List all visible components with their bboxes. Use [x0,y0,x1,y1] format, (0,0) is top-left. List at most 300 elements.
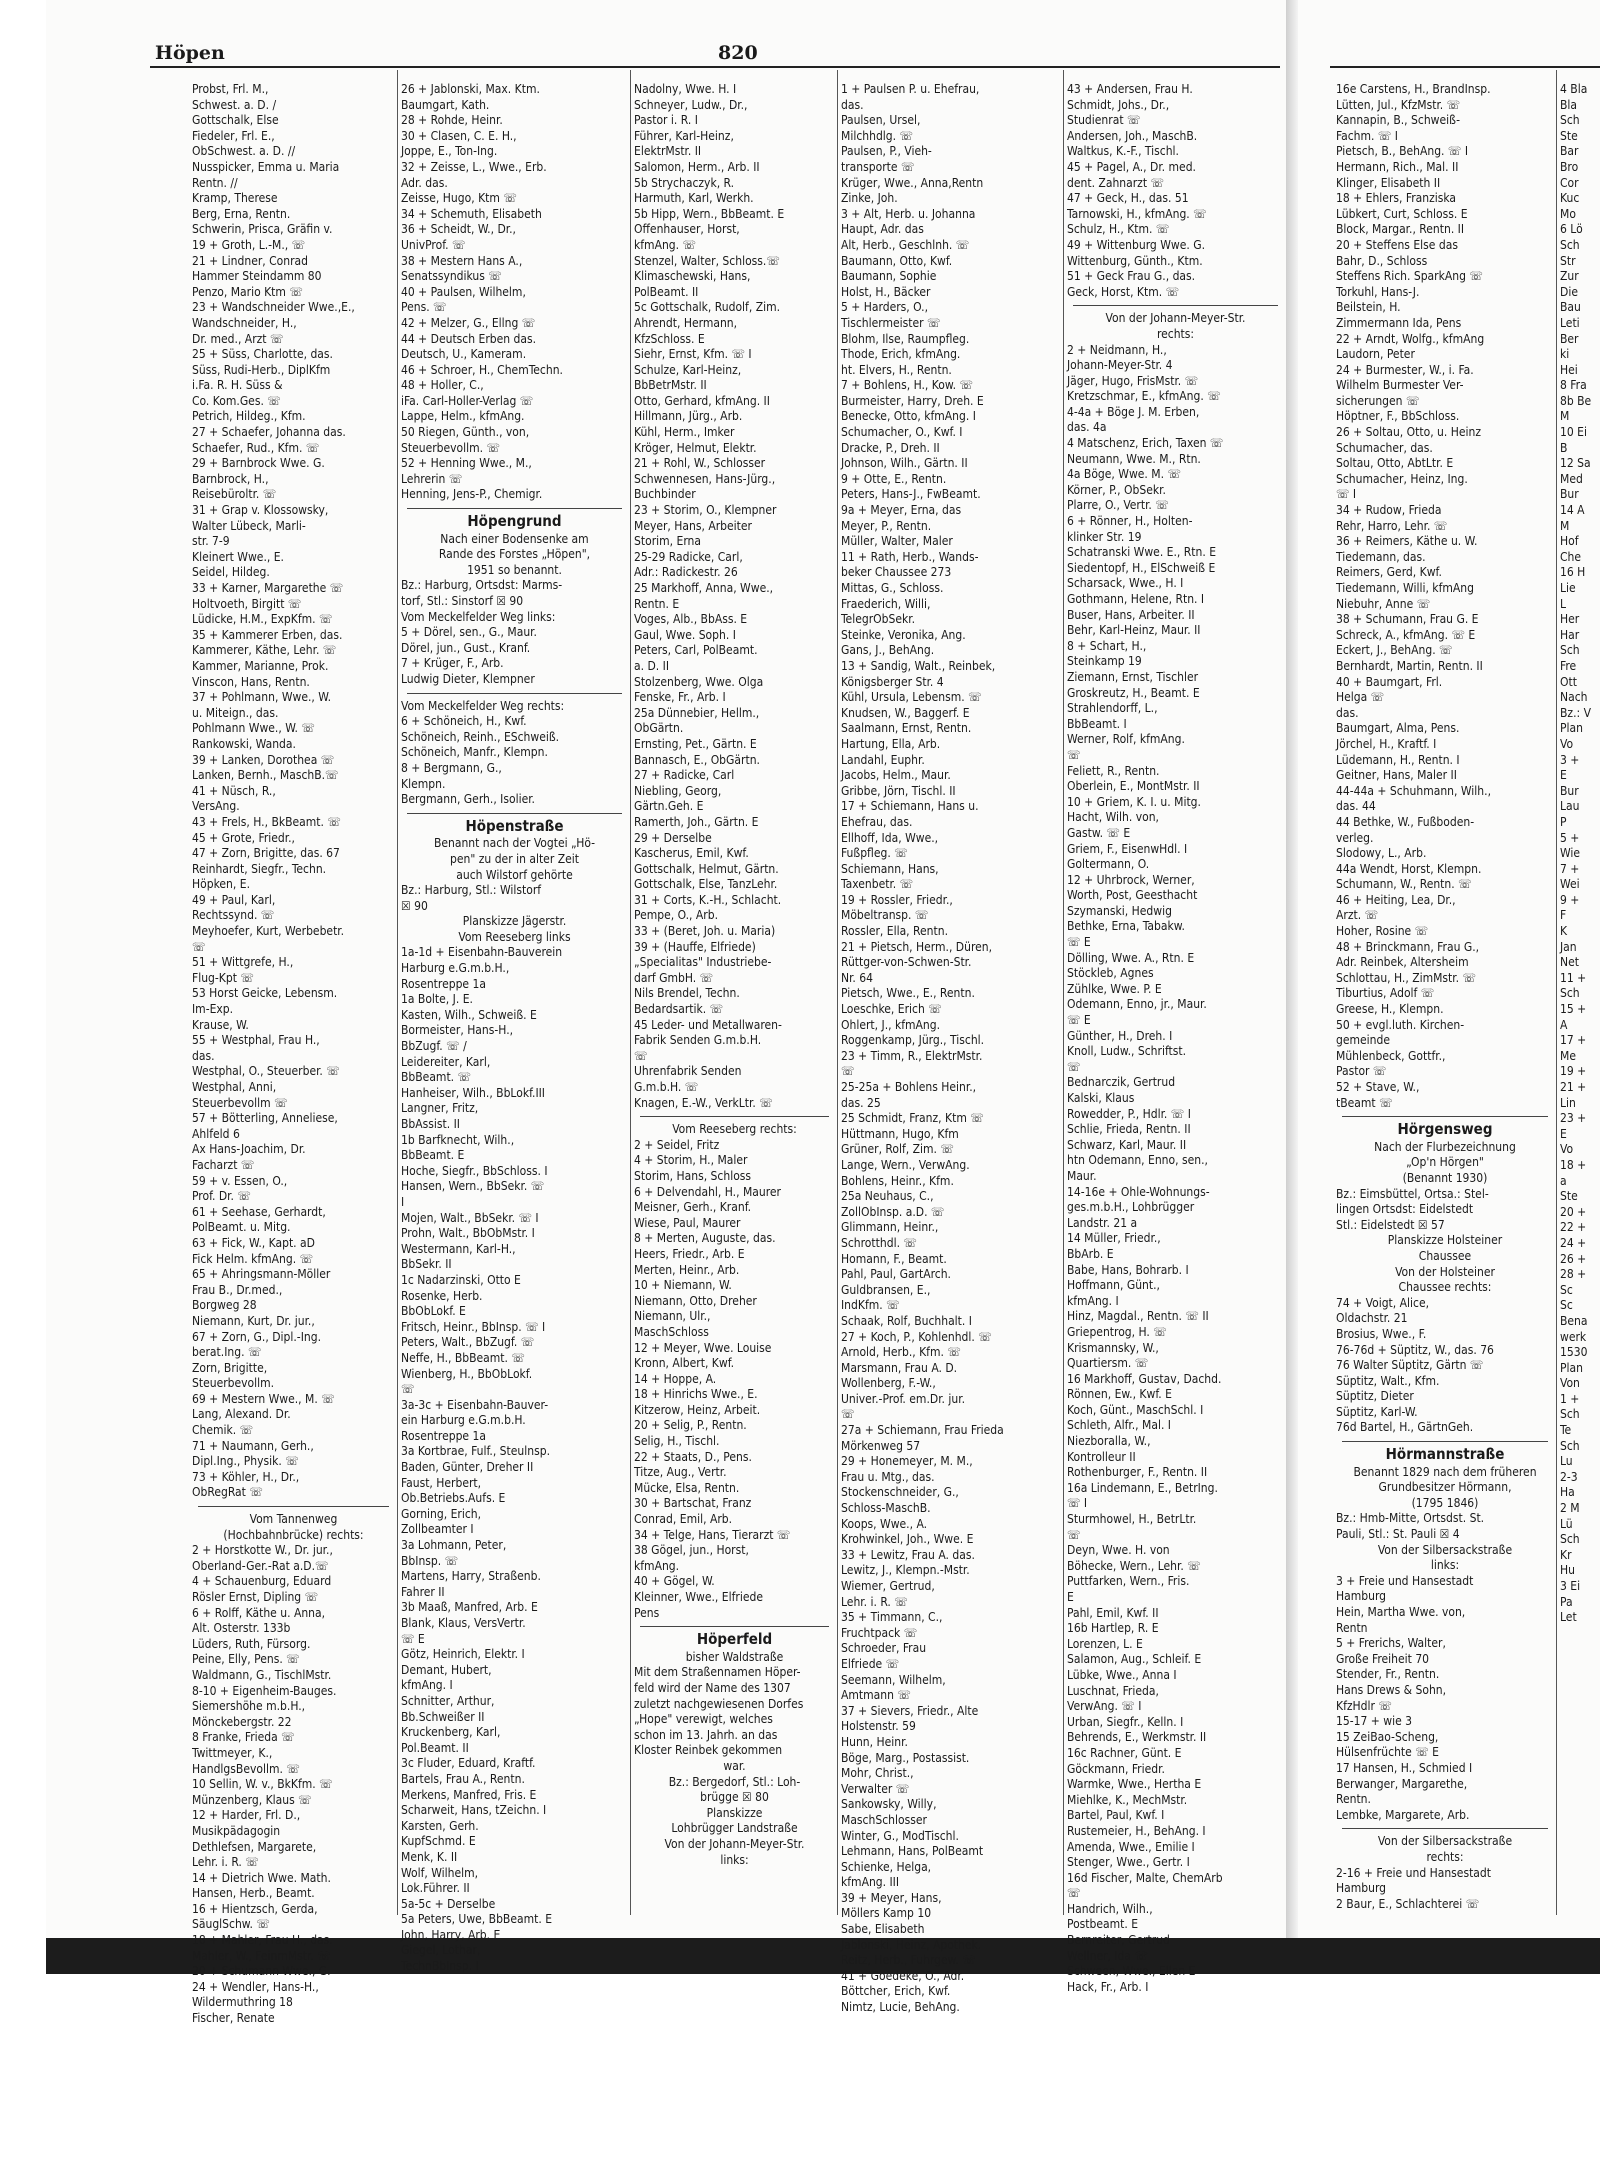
directory-entry: VerwAng. ☏ I [1067,1699,1142,1714]
directory-entry: Berg, Erna, Rentn. [192,206,291,221]
directory-entry: 3a Kortbrae, Fulf., Steulnsp. [401,1444,550,1459]
directory-entry: Hack, Fr., Arb. I [1067,1979,1149,1994]
directory-entry: Götz, Heinrich, Elektr. I [401,1647,525,1662]
directory-entry: 33 + (Beret, Joh. u. Maria) [634,924,776,939]
directory-entry: Bz.: Eimsbüttel, Ortsa.: Stel- [1336,1186,1489,1201]
directory-entry: Zollbeamter I [401,1522,474,1537]
directory-entry: 5a Peters, Uwe, BbBeamt. E [401,1912,553,1927]
directory-entry: ☏ I [1067,1496,1088,1511]
directory-entry: Lüdicke, H.M., ExpKfm. ☏ [192,612,333,627]
directory-entry: Arnold, Herb., Kfm. ☏ [841,1345,961,1360]
directory-entry: Pastor i. R. I [634,113,698,128]
directory-entry: Rossler, Ella, Rentn. [841,924,948,939]
directory-entry: Glimmann, Heinr., [841,1220,939,1235]
directory-entry: 7 + Krüger, F., Arb. [401,656,504,671]
directory-entry: Kannapin, B., Schweiß- [1336,113,1461,128]
directory-entry: ☏ [1067,1527,1081,1542]
directory-entry: 15 + [1560,1002,1587,1017]
directory-entry: Lange, Wern., VerwAng. [841,1157,970,1172]
directory-entry: 9 + Otte, E., Rentn. [841,471,947,486]
street-note: Bz.: Bergedorf, Stl.: Loh- [668,1774,801,1789]
directory-entry: ☏ I [1336,487,1357,502]
directory-entry: Vinscon, Hans, Rentn. [192,674,310,689]
directory-entry: Prof. Dr. ☏ [192,1189,251,1204]
directory-entry: 4 + Schauenburg, Eduard [192,1574,332,1589]
directory-entry: Hüttmann, Hugo, Kfm [841,1126,959,1141]
directory-entry: Bar [1560,144,1579,159]
directory-entry: Bz.: Hmb-Mitte, Ortsdst. St. [1336,1511,1485,1526]
directory-entry: Gastw. ☏ E [1067,825,1131,840]
directory-entry: KupfSchmd. E [401,1834,476,1849]
directory-entry: Baumgart, Kath. [401,97,490,112]
directory-entry: UnivProf. ☏ [401,237,466,252]
directory-entry: SäuglSchw. ☏ [192,1917,270,1932]
directory-entry: Urban, Siegfr., Kelln. I [1067,1714,1184,1729]
directory-entry: Rowedder, P., Hdlr. ☏ I [1067,1106,1191,1121]
directory-entry: Niemann, Kurt, Dr. jur., [192,1313,315,1328]
directory-entry: Paulsen, P., Vieh- [841,144,932,159]
directory-entry: 32 + Zeisse, L., Wwe., Erb. [401,159,547,174]
directory-entry: Rüttger-von-Schwen-Str. [841,955,972,970]
directory-entry: kfmAng. ☏ [634,237,697,252]
directory-entry: Schleth, Alfr., Mal. I [1067,1418,1171,1433]
directory-entry: Schrotthdl. ☏ [841,1235,917,1250]
directory-entry: Nils Brendel, Techn. [634,986,740,1001]
directory-entry: Möbeltransp. ☏ [841,908,929,923]
directory-entry: Strahlendorff, L., [1067,701,1158,716]
directory-entry: 1a-1d + Eisenbahn-Bauverein [401,945,563,960]
directory-entry: Reimers, Gerd, Kwf. [1336,565,1442,580]
directory-entry: Greese, H., Klempn. [1336,1002,1444,1017]
directory-entry: Meyer, P., Rentn. [841,518,932,533]
directory-entry: schon im 13. Jahrh. an das [634,1727,778,1742]
directory-entry: Lin [1560,1095,1576,1110]
directory-entry: Süss, Rudi-Herb., DiplKfm [192,362,331,377]
directory-entry: Mit dem Straßennamen Höper- [634,1665,801,1680]
directory-entry: Puttfarken, Wern., Fris. [1067,1574,1190,1589]
directory-entry: Senatssyndikus ☏ [401,269,502,284]
directory-entry: 48 + Brinckmann, Frau G., [1336,939,1480,954]
section-divider [407,813,622,814]
directory-entry: transporte ☏ [841,159,915,174]
directory-entry: verleg. [1336,830,1374,845]
directory-entry: Gribbe, Jörn, Tischl. II [841,783,956,798]
directory-entry: Med [1560,471,1583,486]
directory-entry: Taxenbetr. ☏ [841,877,914,892]
directory-entry: 37 + Pohlmann, Wwe., W. [192,690,332,705]
directory-entry: Fabrik Senden G.m.b.H. [634,1033,762,1048]
directory-entry: Mohr, Christ., [841,1766,914,1781]
directory-entry: Deyn, Wwe. H. von [1067,1543,1170,1558]
directory-entry: Ramerth, Joh., Gärtn. E [634,814,759,829]
directory-entry: 63 + Fick, W., Kapt. aD [192,1235,315,1250]
directory-entry: Oldachstr. 21 [1336,1311,1408,1326]
directory-entry: 17 + Schiemann, Hans u. [841,799,979,814]
page-number: 820 [718,42,758,64]
directory-entry: Holst, H., Bäcker [841,284,931,299]
column-divider [1063,70,1064,1915]
directory-entry: 17 Hansen, H., Schmied I [1336,1760,1473,1775]
directory-entry: 14-16e + Ohle-Wohnungs- [1067,1184,1210,1199]
directory-entry: Faust, Herbert, [401,1475,482,1490]
directory-entry: Bernhardt, Martin, Rentn. II [1336,658,1483,673]
directory-entry: Oberland-Ger.-Rat a.D.☏ [192,1558,329,1573]
directory-entry: Ob.Betriebs.Aufs. E [401,1491,506,1506]
directory-entry: darf GmbH. ☏ [634,970,714,985]
directory-entry: Berwanger, Margarethe, [1336,1776,1468,1791]
directory-entry: Schaefer, Rud., Kfm. ☏ [192,440,320,455]
directory-entry: Wiemer, Gertrud, [841,1579,935,1593]
directory-entry: Peine, Elly, Pens. ☏ [192,1652,300,1667]
directory-entry: Johnson, Wilh., Gärtn. II [841,456,968,471]
directory-entry: 2 + Neidmann, H., [1067,342,1167,357]
directory-entry: Ott [1560,674,1577,689]
directory-entry: Schumacher, das. [1336,440,1433,455]
directory-entry: 30 + Clasen, C. E. H., [401,128,517,143]
directory-entry: Reinhardt, Siegfr., Techn. [192,861,327,876]
directory-entry: Schroeder, Frau [841,1641,927,1656]
directory-entry: 22 + Arndt, Wolfg., kfmAng [1336,331,1485,346]
directory-entry: 18 + Ehlers, Franziska [1336,191,1457,206]
directory-entry: 34 + Telge, Hans, Tierarzt ☏ [634,1527,791,1542]
directory-entry: BbBeamt. I [1067,716,1127,731]
directory-entry: Loeschke, Erich ☏ [841,1002,942,1017]
directory-entry: Titze, Aug., Vertr. [634,1465,727,1480]
directory-entry: Lang, Alexand. Dr. [192,1407,291,1422]
directory-entry: Wie [1560,846,1581,861]
directory-entry: 22 + Staats, D., Pens. [634,1449,752,1464]
directory-entry: Peters, Carl, PolBeamt. [634,643,758,658]
directory-entry: Studienrat ☏ [1067,113,1141,128]
directory-entry: Rösler Ernst, Dipling ☏ [192,1590,319,1604]
directory-entry: Kröger, Helmut, Elektr. [634,440,757,455]
directory-entry: gemeinde [1336,1033,1391,1048]
directory-entry: Nr. 64 [841,970,873,985]
street-note: (Hochbahnbrücke) rechts: [223,1527,364,1542]
street-note: rechts: [1156,326,1195,341]
directory-entry: Nadolny, Wwe. H. I [634,82,737,96]
directory-entry: Roggenkamp, Jürg., Tischl. [841,1033,985,1048]
directory-entry: 3 + [1560,752,1580,767]
directory-entry: Kammerer, Käthe, Lehr. ☏ [192,643,337,658]
directory-entry: Johann-Meyer-Str. 4 [1067,358,1173,373]
directory-entry: Schulze, Karl-Heinz, [634,362,742,377]
directory-entry: Leti [1560,315,1580,330]
directory-entry: 21 + [1560,1080,1587,1094]
directory-entry: 3 Ei [1560,1579,1581,1593]
directory-entry: Lewitz, J., Klempn.-Mstr. [841,1563,970,1578]
directory-entry: beker Chaussee 273 [841,565,952,580]
column-divider [1556,70,1557,1915]
directory-entry: kfmAng. I [401,1678,453,1693]
directory-entry: Steuerbevollm. [192,1376,275,1391]
directory-entry: torf, Stl.: Sinstorf ☒ 90 [401,594,524,608]
directory-entry: Pietsch, B., BehAng. ☏ I [1336,144,1469,159]
directory-entry: Her [1560,612,1580,627]
directory-entry: Univer.-Prof. em.Dr. jur. [841,1391,965,1406]
directory-entry: Bur [1560,783,1579,798]
directory-entry: Hei [1560,362,1578,377]
directory-entry: 4 + Storim, H., Maler [634,1153,748,1168]
directory-entry: tBeamt ☏ [1336,1095,1393,1110]
directory-entry: BbInsp. ☏ [401,1553,459,1568]
directory-entry: Pahl, Emil, Kwf. II [1067,1605,1159,1620]
directory-entry: Niebuhr, Anne ☏ [1336,596,1431,611]
directory-entry: Fahrer II [401,1584,445,1599]
directory-entry: Eckert, J., BehAng. ☏ [1336,643,1453,658]
directory-entry: BbObLokf. E [401,1304,466,1319]
directory-entry: 55 + Westphal, Frau H., [192,1033,320,1048]
directory-entry: das. [192,1048,215,1063]
directory-entry: Wienberg, H., BbObLokf. [401,1366,533,1381]
directory-entry: Pol.Beamt. II [401,1740,469,1755]
directory-entry: Kronn, Albert, Kwf. [634,1356,735,1371]
directory-entry: 51 + Geck Frau G., das. [1067,269,1196,284]
directory-entry: Hacht, Wilh. von, [1067,810,1159,825]
directory-entry: Niezboralla, W., [1067,1434,1151,1449]
directory-entry: I [401,1194,405,1209]
directory-entry: 73 + Köhler, H., Dr., [192,1469,300,1484]
directory-entry: Sabe, Elisabeth [841,1922,925,1937]
directory-entry: Pastor ☏ [1336,1064,1387,1079]
directory-entry: Böge, Marg., Postassist. [841,1750,970,1765]
directory-entry: Böttcher, Erich, Kwf. [841,1984,951,1999]
directory-entry: Rentn [1336,1620,1368,1635]
directory-entry: KfzHdlr ☏ [1336,1698,1392,1713]
directory-entry: Uhrenfabrik Senden [634,1064,742,1079]
directory-entry: Schween, Wwe., Ellen E [1067,1964,1196,1979]
directory-entry: Schulz, H., Ktm. ☏ [1067,222,1170,237]
directory-entry: Knudsen, W., Baggerf. E [841,705,970,720]
directory-entry: Peters, Hans-J., FwBeamt. [841,487,981,502]
directory-entry: 23 + [1560,1111,1587,1126]
directory-entry: 43 + Andersen, Frau H. [1067,82,1193,96]
directory-entry: 7 + Bohlens, H., Kow. ☏ [841,378,973,393]
directory-entry: Goltermann, O. [1067,857,1150,872]
directory-entry: 36 + Scheidt, W., Dr., [401,222,516,237]
directory-entry: 22 + [1560,1220,1587,1235]
directory-entry: Niemann, Otto, Dreher [634,1293,757,1308]
directory-entry: Mönckebergstr. 22 [192,1714,292,1729]
directory-entry: ☏ [401,1382,415,1397]
directory-entry: Bz.: V [1560,705,1591,720]
directory-entry: 45 + Grote, Friedr., [192,830,295,845]
directory-column-7-clipped [1560,82,1600,1922]
directory-entry: Merkens, Manfred, Fris. E [401,1787,537,1802]
directory-entry: Schwarz, Karl, Maur. II [1067,1137,1187,1152]
directory-entry: Bur [1560,487,1579,502]
directory-entry: 16a Lindemann, E., BetrIng. [1067,1480,1218,1495]
directory-entry: 37 + Sievers, Friedr., Alte [841,1703,979,1718]
directory-entry: VersAng. [192,799,240,814]
directory-entry: Holstenstr. 59 [841,1719,916,1734]
directory-entry: Landahl, Euphr. [841,752,925,767]
directory-entry: 53 Horst Geicke, Lebensm. [192,986,338,1001]
directory-entry: 14 A [1560,503,1585,518]
directory-entry: Koch, Günt., MaschSchl. I [1067,1402,1204,1417]
directory-entry: 38 + Schumann, Frau G. E [1336,612,1479,627]
directory-entry: str. 7-9 [192,534,230,549]
directory-entry: Selig, H., Tischl. [634,1434,720,1449]
directory-entry: B [1560,440,1568,455]
directory-entry: Schwennesen, Hans-Jürg., [634,471,776,486]
directory-entry: Cor [1560,175,1579,190]
directory-entry: 18 + [1560,1157,1587,1172]
section-divider [640,1116,829,1117]
directory-entry: ObRegRat ☏ [192,1485,263,1500]
directory-entry: 8 + Bergmann, G., [401,760,502,775]
directory-entry: Sch [1560,643,1580,658]
directory-entry: BbBeamt. E [401,1148,465,1163]
directory-entry: Lübkert, Curt, Schloss. E [1336,206,1468,221]
directory-entry: ObGärtn. [634,721,684,736]
directory-entry: zuletzt nachgewiesenen Dorfes [634,1696,804,1711]
directory-entry: Steuerbevollm. ☏ [401,440,501,455]
street-note: Nach der Flurbezeichnung [1374,1139,1516,1154]
directory-entry: 25a Neuhaus, C., [841,1189,934,1204]
directory-entry: Baden, Günter, Dreher II [401,1460,534,1475]
header-rule [150,66,1280,68]
directory-entry: Hein, Martha Wwe. von, [1336,1605,1466,1619]
directory-entry: Miehlke, K., MechMstr. [1067,1792,1188,1807]
directory-entry: 5 + [1560,830,1580,845]
column-divider [630,70,631,1915]
directory-entry: Wiese, Paul, Maurer [634,1215,741,1230]
directory-entry: 24 + Burmester, W., i. Fa. [1336,362,1474,377]
directory-entry: Kramp, Therese [192,191,278,206]
directory-entry: das. 4a [1067,420,1107,435]
directory-entry: Hoffmann, Günt., [1067,1278,1160,1293]
directory-entry: Petrich, Hildeg., Kfm. [192,409,306,424]
directory-entry: 14 + Dietrich Wwe. Math. [192,1870,331,1885]
directory-entry: 5 + Frerichs, Walter, [1336,1636,1446,1651]
directory-entry: Rentn. [1336,1792,1371,1807]
directory-entry: 16 H [1560,565,1586,580]
directory-entry: Handrich, Wilh., [1067,1901,1153,1916]
directory-entry: Winter, G., ModTischl. [841,1828,959,1843]
directory-entry: 14 + Hoppe, A. [634,1371,717,1386]
directory-entry: 19 + Rossler, Friedr., [841,892,953,907]
directory-entry: 14 Müller, Friedr., [1067,1231,1161,1246]
directory-entry: 25 + Süss, Charlotte, das. [192,347,333,362]
directory-entry: Stl.: Eidelstedt ☒ 57 [1336,1217,1445,1232]
directory-entry: 1 + Paulsen P. u. Ehefrau, [841,82,980,96]
directory-entry: 76-76d + Süptitz, W., das. 76 [1336,1342,1494,1357]
directory-entry: BbZugf. ☏ / [401,1039,467,1054]
directory-entry: ☏ E [1067,935,1091,950]
directory-entry: Block, Margar., Rentn. II [1336,222,1465,237]
directory-entry: Gottschalk, Else [192,113,279,128]
directory-entry: Bedardsartik. ☏ [634,1002,724,1017]
directory-entry: Amtmann ☏ [841,1688,911,1703]
directory-entry: Süptitz, Karl-W. [1336,1404,1418,1419]
directory-entry: Martens, Harry, Straßenb. [401,1569,541,1584]
directory-entry: Hans Drews & Sohn, [1336,1682,1447,1697]
directory-entry: Sch [1560,986,1580,1001]
directory-entry: 52 + Stave, W., [1336,1080,1420,1094]
directory-entry: 69 + Mestern Wwe., M. ☏ [192,1391,335,1406]
directory-entry: Jablonski, Heinz, Apothek. [841,1937,982,1952]
directory-entry: Bernreiter, Gertrud [1067,1933,1170,1948]
directory-entry: Walter Lübeck, Marli- [192,518,306,533]
directory-entry: Krause, W. [192,1017,249,1032]
directory-entry: Ahlfeld 6 [192,1126,240,1141]
directory-entry: Plarre, O., Vertr. ☏ [1067,498,1169,513]
street-note: (1795 1846) [1411,1495,1479,1510]
directory-entry: Klimaschewski, Hans, [634,269,751,284]
directory-entry: Borgweg 28 [192,1298,257,1313]
directory-entry: Prohn, Walt., BbObMstr. I [401,1226,535,1241]
street-note: Rande des Forstes „Höpen", [438,547,591,562]
directory-entry: Pietsch, Wwe., E., Rentn. [841,986,975,1001]
directory-entry: 5b Strychaczyk, R. [634,175,735,190]
directory-entry: „Hope" verewigt, welches [634,1712,773,1727]
directory-entry: Rosenke, Herb. [401,1288,483,1303]
directory-entry: Bla [1560,97,1578,112]
directory-entry: Flug-Kpt ☏ [192,970,254,985]
directory-entry: Mücke, Elsa, Rentn. [634,1480,740,1495]
directory-entry: Me [1560,1048,1576,1063]
directory-entry: Meisner, Gerh., Kranf. [634,1200,752,1215]
directory-entry: E [1067,1590,1074,1604]
directory-entry: Luschnat, Frieda, [1067,1683,1159,1698]
directory-entry: Rosentreppe 1a [401,976,486,991]
directory-entry: Karsten, Gerh. [401,1818,479,1833]
directory-entry: 5c Gottschalk, Rudolf, Zim. [634,300,781,315]
directory-entry: Fischer, Renate [192,2011,275,2026]
directory-entry: 52 + Henning Wwe., M., [401,456,532,471]
street-note: brügge ☒ 80 [700,1790,769,1805]
directory-entry: Leidereiter, Karl, [401,1054,491,1069]
street-heading: Höperfeld [696,1630,773,1649]
directory-entry: Nusspicker, Emma u. Maria [192,159,340,174]
directory-entry: P [1560,814,1567,829]
directory-entry: Schmidt, Johs., Dr., [1067,97,1170,112]
directory-entry: Gottschalk, Else, TanzLehr. [634,877,778,892]
directory-entry: 6 + Delvendahl, H., Maurer [634,1184,781,1199]
directory-entry: Krohwinkel, Joh., Wwe. E [841,1532,974,1547]
street-note: auch Wilstorf gehörte [456,867,573,882]
directory-entry: Süptitz, Walt., Kfm. [1336,1373,1440,1388]
directory-entry: Harburg e.G.m.b.H., [401,961,510,976]
directory-entry: Adr. das. [401,175,448,190]
directory-entry: das. 44 [1336,799,1376,814]
directory-entry: Zur [1560,269,1579,284]
directory-entry: 2-16 + Freie und Hansestadt [1336,1865,1492,1880]
directory-entry: Wittenburg, Günth., Ktm. [1067,253,1203,268]
directory-entry: Meyhoefer, Kurt, Werbebetr. [192,924,345,939]
directory-entry: BbSekr. II [401,1257,452,1272]
directory-entry: Schlie, Frieda, Rentn. II [1067,1122,1191,1137]
section-divider [407,508,622,509]
directory-entry: 43 + Frels, H., BkBeamt. ☏ [192,814,341,829]
directory-entry: Stolzenberg, Wwe. Olga [634,674,764,689]
directory-entry: Facharzt ☏ [192,1157,255,1172]
street-note: Von der Johann-Meyer-Str. [664,1836,805,1851]
directory-entry: Giegel, Lothar, [401,1943,481,1958]
directory-entry: Salamon, Aug., Schleif. E [1067,1652,1202,1667]
directory-entry: Krüger, Wwe., Anna,Rentn [841,175,984,190]
directory-entry: 11 + [1560,970,1587,985]
directory-entry: 2-3 [1560,1469,1578,1484]
directory-entry: 76 Walter Süptitz, Gärtn ☏ [1336,1358,1484,1373]
section-divider [407,693,622,694]
directory-entry: 50 Riegen, Günth., von, [401,425,530,440]
directory-entry: Gärtn.Geh. E [634,799,704,814]
directory-entry: Neumann, Wwe. M., Rtn. [1067,451,1201,466]
directory-entry: 49 + Wittenburg Wwe. G. [1067,237,1206,252]
directory-entry: 11 + Rath, Herb., Wands- [841,549,979,564]
